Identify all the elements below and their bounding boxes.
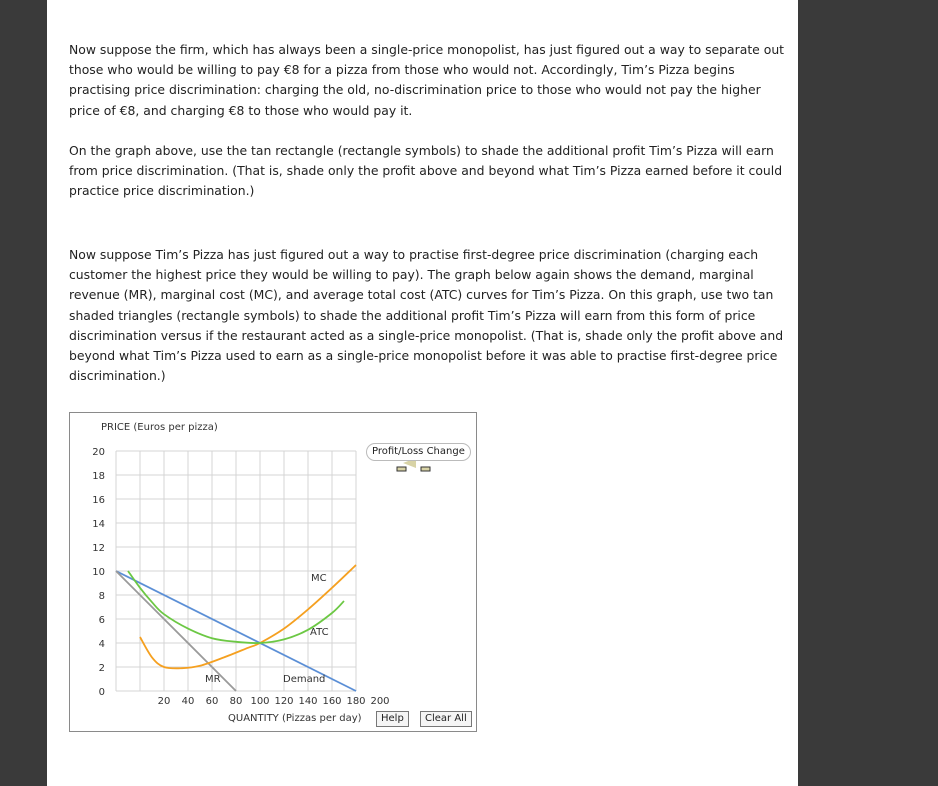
y-tick-label: 8 [98,591,105,602]
series-label-atc: ATC [310,627,329,638]
x-tick-label: 160 [322,696,342,707]
y-tick-label: 0 [98,687,105,698]
mr-curve[interactable] [116,571,236,691]
paragraph-price-discrimination: Now suppose the firm, which has always been a single-price monopolist, has just figured out a way to separate out those who would be willing to pay €8 for a pizza from those who would not. Accordingly, Tim’s Pizza begins practising price discrimination: charging the old, no-discrimination price to those who would not pay the higher price of €8, and charging €8 to those who would pay it. [69,42,785,118]
help-button[interactable]: Help [376,711,409,727]
paragraph-first-degree: Now suppose Tim’s Pizza has just figured out a way to practise first-degree price discrimination (charging each customer the highest price they would be willing to pay). The graph below again shows the demand, marginal revenue (MR), marginal cost (MC), and average total cost (ATC) curves for Tim’s Pizza. On this graph, use two tan shaded triangles (rectangle symbols) to shade the additional profit Tim’s Pizza will earn from this form of price discrimination versus if the restaurant acted as a single-price monopolist. (That is, shade only the profit above and beyond what Tim’s Pizza used to earn as a single-price monopolist before it was able to practise first-degree price discrimination.) [69,247,784,384]
y-tick-label: 4 [98,639,105,650]
y-tick-label: 10 [92,567,105,578]
y-tick-label: 16 [92,495,105,506]
x-tick-label: 100 [250,696,270,707]
x-tick-label: 140 [298,696,318,707]
x-tick-label: 180 [346,696,366,707]
y-tick-label: 6 [98,615,105,626]
y-axis-title: PRICE (Euros per pizza) [101,422,218,433]
y-tick-label: 2 [98,663,105,674]
x-tick-label: 80 [229,696,243,707]
series-label-mr: MR [205,674,221,685]
paragraph-shade-instruction: On the graph above, use the tan rectangle (rectangle symbols) to shade the additional profit Tim’s Pizza will earn from price discrimination. (That is, shade only the profit above and beyond what Tim’s Pizza earned before it could practice price discrimination.) [69,143,783,199]
series-label-demand: Demand [283,674,326,685]
y-tick-label: 12 [92,543,105,554]
series-label-mc: MC [311,573,327,584]
x-tick-label: 60 [205,696,219,707]
y-tick-label: 14 [92,519,105,530]
graph-panel [69,412,477,732]
y-tick-label: 18 [92,471,105,482]
page-content [47,0,798,786]
x-axis-title: QUANTITY (Pizzas per day) [228,713,362,724]
clear-all-button[interactable]: Clear All [420,711,472,727]
x-tick-label: 200 [370,696,390,707]
x-tick-label: 40 [181,696,195,707]
profit-loss-change-tool[interactable]: Profit/Loss Change [366,443,471,461]
y-tick-label: 20 [92,447,105,458]
x-tick-label: 120 [274,696,294,707]
x-tick-label: 20 [157,696,171,707]
